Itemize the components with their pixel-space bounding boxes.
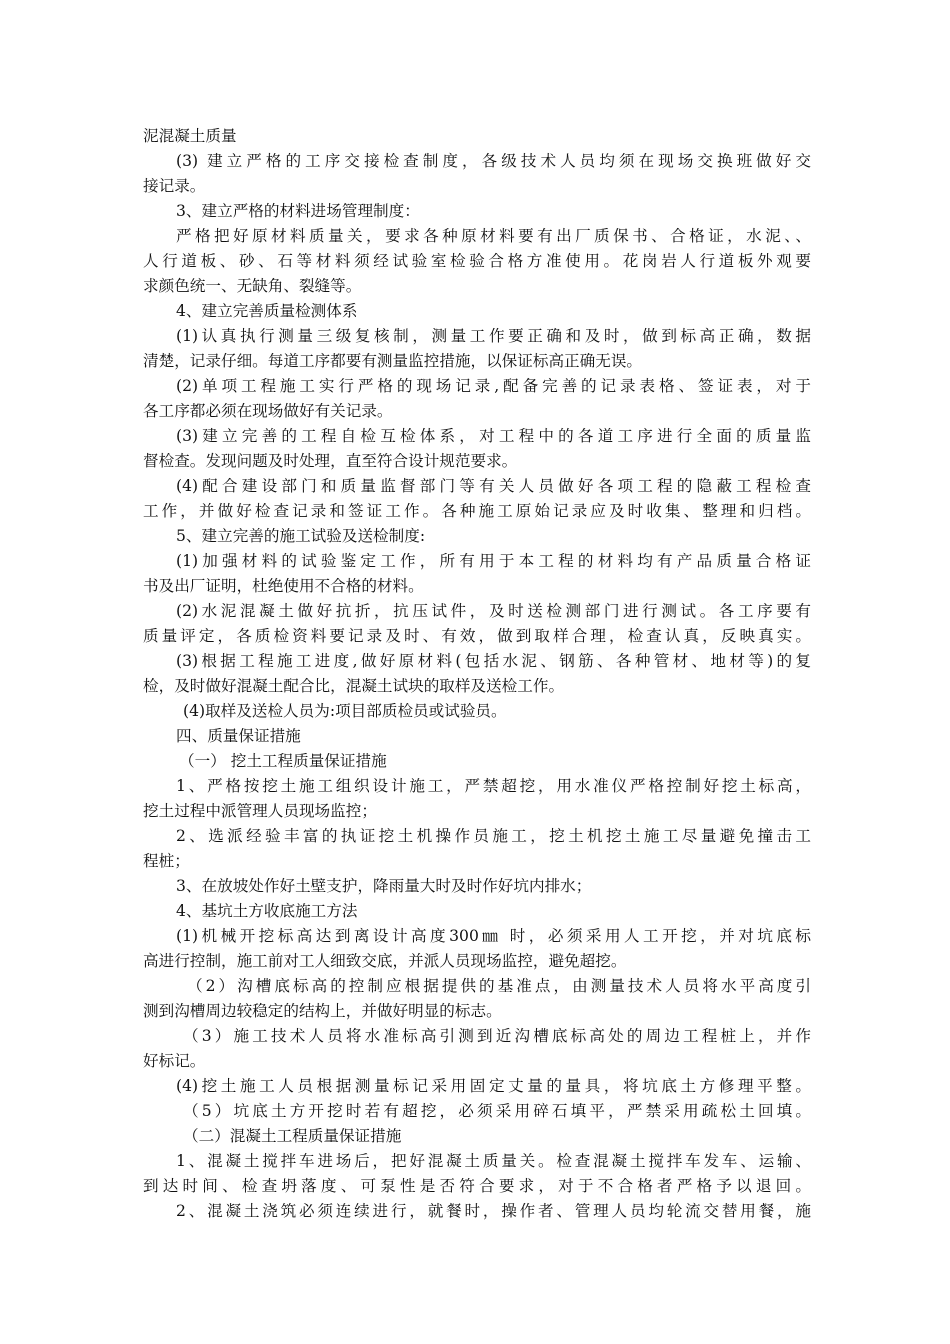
text-line: 挖土过程中派管理人员现场监控； (143, 802, 377, 820)
text-line: 到达时间、检查坍落度、可泵性是否符合要求，对于不合格者严格予以退回。 (143, 1177, 811, 1195)
text-line: (1)加强材料的试验鉴定工作，所有用于本工程的材料均有产品质量合格证 (176, 552, 811, 570)
text-line: 5、建立完善的施工试验及送检制度: (176, 527, 426, 545)
text-line: 2、混凝土浇筑必须连续进行，就餐时，操作者、管理人员均轮流交替用餐，施 (176, 1202, 811, 1220)
text-line: 测到沟槽周边较稳定的结构上，并做好明显的标志。 (143, 1002, 502, 1020)
text-line: (2)水泥混凝土做好抗折，抗压试件，及时送检测部门进行测试。各工序要有 (176, 602, 811, 620)
text-line: 4、基坑土方收底施工方法 (176, 902, 358, 920)
text-line: 2、选派经验丰富的执证挖土机操作员施工，挖土机挖土施工尽量避免撞击工 (176, 827, 811, 845)
text-line: 1、严格按挖土施工组织设计施工，严禁超挖，用水准仪严格控制好挖土标高， (176, 777, 811, 795)
text-line: (4)挖土施工人员根据测量标记采用固定丈量的量具，将坑底土方修理平整。 (176, 1077, 811, 1095)
text-line: （2）沟槽底标高的控制应根据提供的基准点，由测量技术人员将水平高度引 (187, 977, 811, 995)
text-line: （一） 挖土工程质量保证措施 (179, 752, 387, 770)
text-line: 四、质量保证措施 (176, 727, 301, 745)
text-line: （二）混凝土工程质量保证措施 (183, 1127, 402, 1145)
text-line: (1)认真执行测量三级复核制，测量工作要正确和及时，做到标高正确，数据 (176, 327, 811, 345)
text-line: 程桩； (143, 852, 190, 870)
text-line: 督检查。发现问题及时处理，直至符合设计规范要求。 (143, 452, 518, 470)
text-line: 4、建立完善质量检测体系 (176, 302, 358, 320)
text-line: 3、在放坡处作好土壁支护，降雨量大时及时作好坑内排水； (176, 877, 592, 895)
text-line: 严格把好原材料质量关，要求各种原材料要有出厂质保书、合格证，水泥、、 (176, 227, 811, 245)
text-line: (1)机械开挖标高达到离设计高度300㎜ 时，必须采用人工开挖，并对坑底标 (176, 927, 811, 945)
text-line: 书及出厂证明，杜绝使用不合格的材料。 (143, 577, 424, 595)
text-line: 清楚，记录仔细。每道工序都要有测量监控措施，以保证标高正确无误。 (143, 352, 643, 370)
text-line: (4)配合建设部门和质量监督部门等有关人员做好各项工程的隐蔽工程检查 (176, 477, 811, 495)
text-line: 各工序都必须在现场做好有关记录。 (143, 402, 393, 420)
text-line: 检，及时做好混凝土配合比，混凝土试块的取样及送检工作。 (143, 677, 565, 695)
text-line: 求颜色统一、无缺角、裂缝等。 (143, 277, 362, 295)
text-line: 好标记。 (143, 1052, 206, 1070)
text-line: 泥混凝土质量 (143, 127, 237, 145)
text-line: 接记录。 (143, 177, 206, 195)
text-line: 高进行控制，施工前对工人细致交底，并派人员现场监控，避免超挖。 (143, 952, 627, 970)
text-line: (3)建立完善的工程自检互检体系，对工程中的各道工序进行全面的质量监 (176, 427, 811, 445)
text-line: (3) 建立严格的工序交接检查制度，各级技术人员均须在现场交换班做好交 (176, 152, 811, 170)
text-line: （3）施工技术人员将水准标高引测到近沟槽底标高处的周边工程桩上，并作 (183, 1027, 811, 1045)
text-line: 工作，并做好检查记录和签证工作。各种施工原始记录应及时收集、整理和归档。 (143, 502, 811, 520)
text-line: 1、混凝土搅拌车进场后，把好混凝土质量关。检查混凝土搅拌车发车、运输、 (176, 1152, 811, 1170)
document-page (143, 124, 811, 1224)
text-line: （5）坑底土方开挖时若有超挖，必须采用碎石填平，严禁采用疏松土回填。 (183, 1102, 811, 1120)
text-line: (2)单项工程施工实行严格的现场记录,配备完善的记录表格、签证表，对于 (176, 377, 811, 395)
text-line: (3)根据工程施工进度,做好原材料(包括水泥、钢筋、各种管材、地材等)的复 (176, 652, 811, 670)
text-line: 人行道板、砂、石等材料须经试验室检验合格方准使用。花岗岩人行道板外观要 (143, 252, 811, 270)
text-line: 3、建立严格的材料进场管理制度： (176, 202, 420, 220)
text-line: (4)取样及送检人员为:项目部质检员或试验员。 (183, 702, 507, 720)
text-line: 质量评定，各质检资料要记录及时、有效，做到取样合理，检查认真，反映真实。 (143, 627, 811, 645)
